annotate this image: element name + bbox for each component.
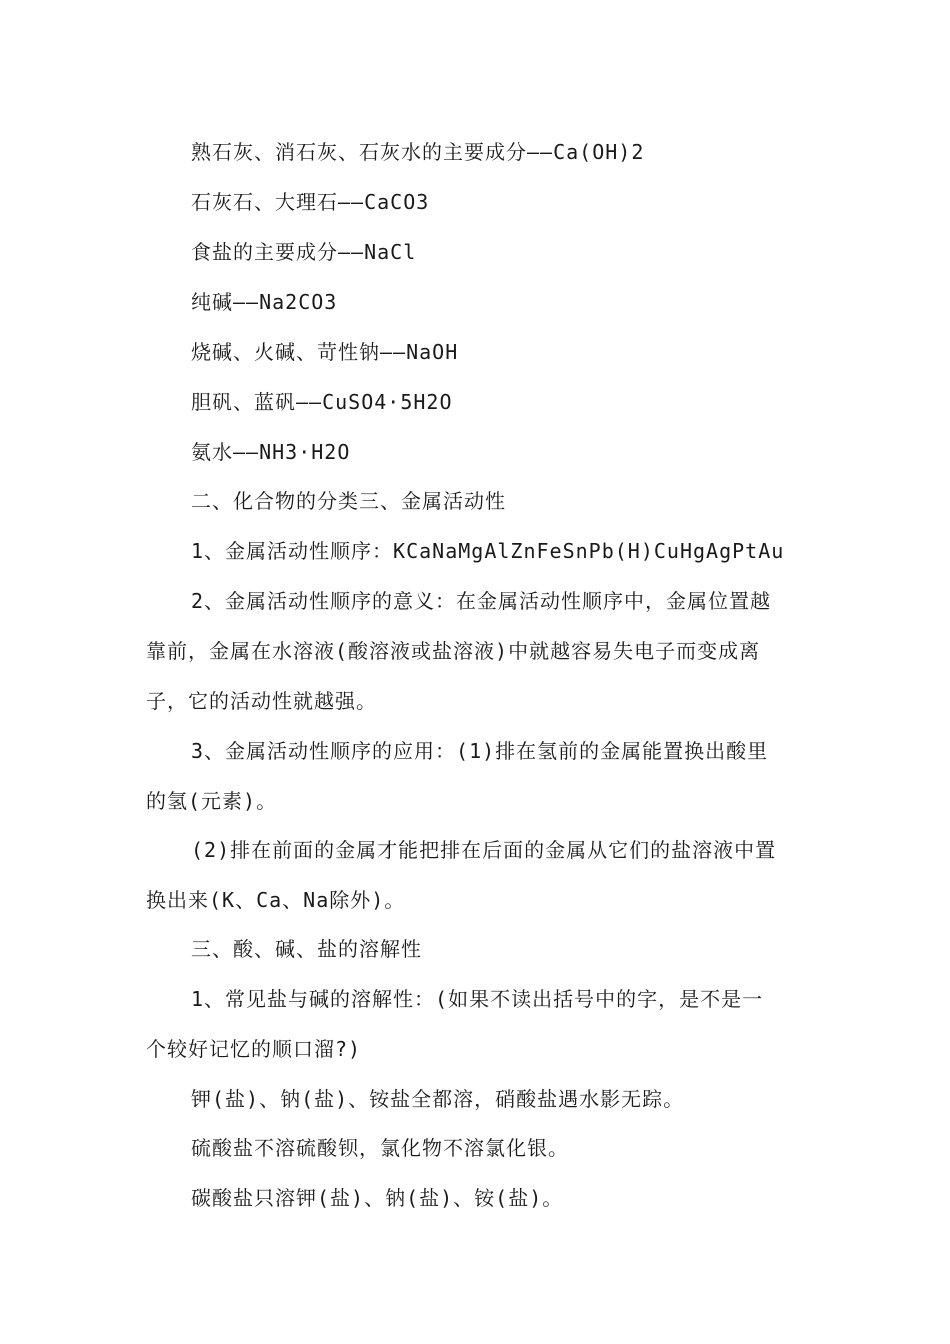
text-line: 换出来(K、Ca、Na除外)。 <box>146 888 406 912</box>
text-line: 石灰石、大理石——CaCO3 <box>191 190 430 214</box>
text-line: 食盐的主要成分——NaCl <box>191 240 417 264</box>
section-heading: 二、化合物的分类三、金属活动性 <box>191 489 506 513</box>
text-line: 氨水——NH3·H2O <box>191 440 351 464</box>
text-line: 2、金属活动性顺序的意义：在金属活动性顺序中，金属位置越 <box>191 589 772 613</box>
text-line: 靠前，金属在水溶液(酸溶液或盐溶液)中就越容易失电子而变成离 <box>146 639 761 663</box>
text-line: 熟石灰、消石灰、石灰水的主要成分——Ca(OH)2 <box>191 140 645 164</box>
text-line: 1、常见盐与碱的溶解性：(如果不读出括号中的字，是不是一 <box>191 987 764 1011</box>
text-line: 个较好记忆的顺口溜?) <box>146 1037 362 1061</box>
text-line: 碳酸盐只溶钾(盐)、钠(盐)、铵(盐)。 <box>191 1186 564 1210</box>
text-line: 3、金属活动性顺序的应用：(1)排在氢前的金属能置换出酸里 <box>191 739 769 763</box>
text-line: 纯碱——Na2CO3 <box>191 290 338 314</box>
text-line: 的氢(元素)。 <box>146 789 278 813</box>
text-line: (2)排在前面的金属才能把排在后面的金属从它们的盐溶液中置 <box>191 838 777 862</box>
text-line: 硫酸盐不溶硫酸钡，氯化物不溶氯化银。 <box>191 1136 569 1160</box>
text-line: 1、金属活动性顺序：KCaNaMgAlZnFeSnPb(H)CuHgAgPtAu <box>191 539 785 563</box>
text-line: 子，它的活动性就越强。 <box>146 689 377 713</box>
text-line: 烧碱、火碱、苛性钠——NaOH <box>191 340 459 364</box>
text-line: 胆矾、蓝矾——CuSO4·5H2O <box>191 390 453 414</box>
section-heading: 三、酸、碱、盐的溶解性 <box>191 937 422 961</box>
text-line: 钾(盐)、钠(盐)、铵盐全都溶，硝酸盐遇水影无踪。 <box>191 1087 685 1111</box>
